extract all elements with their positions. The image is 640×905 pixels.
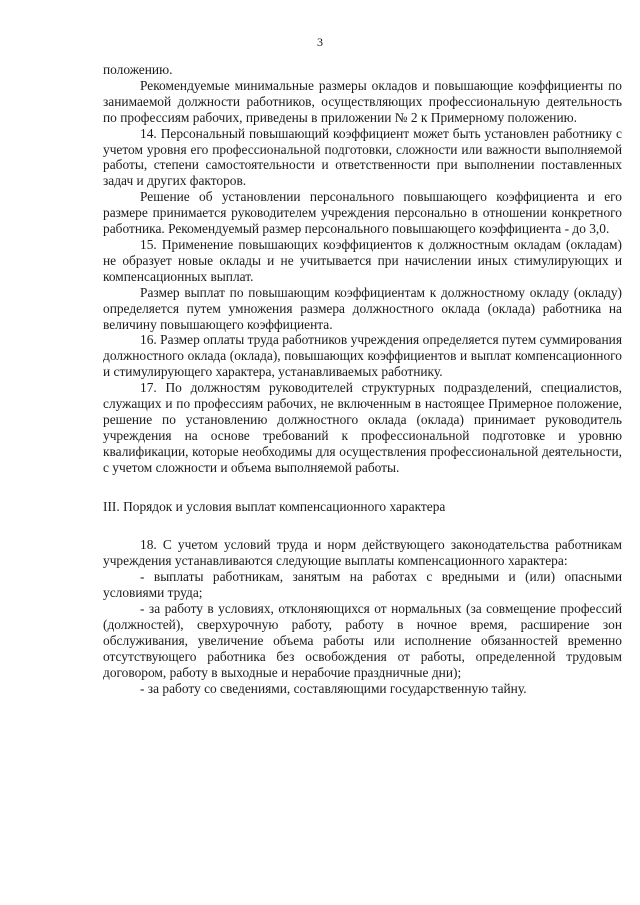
paragraph-18: 18. С учетом условий труда и норм действующего законодательства работникам учреждения устанавливаются следующие выплаты компенсационного характера: — [103, 537, 622, 569]
paragraph-15: 15. Применение повышающих коэффициентов к должностным окладам (окладам) не образует новые оклады и не учитывается при начислении иных стимулирующих и компенсационных выплат. — [103, 236, 622, 284]
list-item-abnormal-conditions: - за работу в условиях, отклоняющихся от нормальных (за совмещение профессий (должностей), сверхурочную работу, работу в ночное время, расширение зон обслуживания, увеличение объема работы или исполнение обязанностей временно отсутствующего работника без освобождения от работы, определенной трудовым договором, работу в выходные и нерабочие праздничные дни); — [103, 601, 622, 680]
paragraph-16: 16. Размер оплаты труда работников учреждения определяется путем суммирования должностного оклада (оклада), повышающих коэффициентов и выплат компенсационного и стимулирующего характера, устанавливаемых работнику. — [103, 332, 622, 380]
paragraph-recommended-sizes: Рекомендуемые минимальные размеры окладов и повышающие коэффициенты по занимаемой должности работников, осуществляющих профессиональную деятельность по профессиям рабочих, приведены в приложении № 2 к Примерному положению. — [103, 77, 622, 125]
paragraph-14: 14. Персональный повышающий коэффициент может быть установлен работнику с учетом уровня его профессиональной подготовки, сложности или важности выполняемой работы, степени самостоятельности и ответственности при выполнении поставленных задач и других факторов. — [103, 125, 622, 189]
document-body — [103, 62, 622, 697]
list-item-state-secret: - за работу со сведениями, составляющими государственную тайну. — [140, 680, 527, 696]
section-heading: III. Порядок и условия выплат компенсационного характера — [103, 498, 446, 514]
paragraph-coefficient-payments: Размер выплат по повышающим коэффициентам к должностному окладу (окладу) определяется путем умножения размера должностного оклада (оклада) работника на величину повышающего коэффициента. — [103, 284, 622, 332]
page-number: 3 — [317, 35, 323, 49]
paragraph-17: 17. По должностям руководителей структурных подразделений, специалистов, служащих и по профессиям рабочих, не включенным в настоящее Примерное положение, решение по установлению должностного оклада (оклада) принимает руководитель учреждения на основе требований к профессиональной подготовке и уровню квалификации, которые необходимы для осуществления профессиональной деятельности, с учетом сложности и объема выполняемой работы. — [103, 380, 622, 475]
paragraph-continuation: положению. — [103, 62, 173, 77]
list-item-harmful-conditions: - выплаты работникам, занятым на работах с вредными и (или) опасными условиями труда; — [103, 569, 622, 601]
paragraph-personal-coefficient-decision: Решение об установлении персонального повышающего коэффициента и его размере принимается руководителем учреждения персонально в отношении конкретного работника. Рекомендуемый размер персонального повышающего коэффициента - до 3,0. — [103, 189, 622, 237]
